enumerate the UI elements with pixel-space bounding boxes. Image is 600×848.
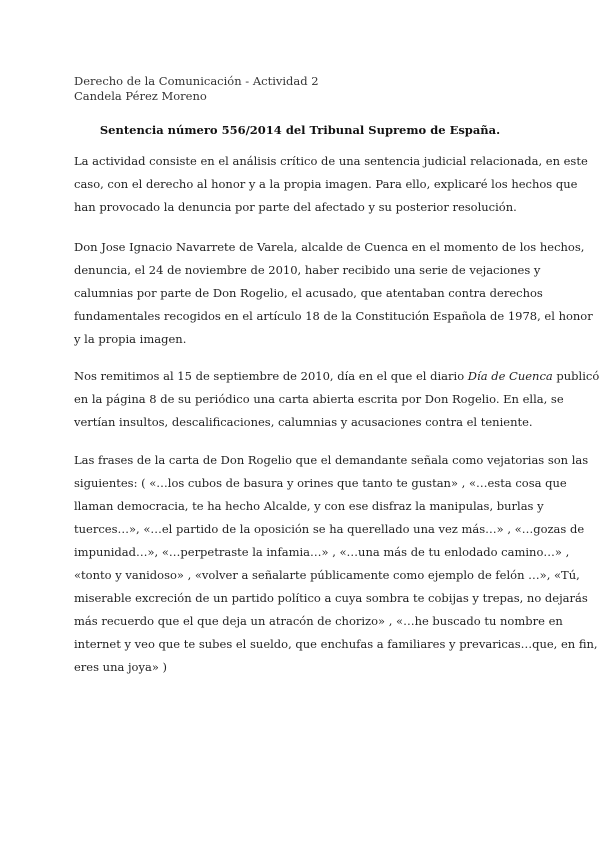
paragraph-line: han provocado la denuncia por parte del afectado y su posterior resolución. — [74, 200, 517, 214]
paragraph-line: fundamentales recogidos en el artículo 18 de la Constitución Española de 1978, el honor — [74, 309, 593, 323]
paragraph-line: caso, con el derecho al honor y a la propia imagen. Para ello, explicaré los hechos que — [74, 177, 578, 191]
paragraph-line: internet y veo que te subes el sueldo, que enchufas a familiares y prevaricas…que, en fin, — [74, 637, 598, 651]
paragraph-line: más recuerdo que el que deja un atracón de chorizo» , «…he buscado tu nombre en — [74, 614, 563, 628]
paragraph-line: impunidad…», «…perpetraste la infamia…» , «…una más de tu enlodado camino…» , — [74, 545, 570, 559]
paragraph-complaint — [74, 236, 593, 351]
line-text: publicó — [552, 369, 600, 383]
line-text: Nos remitimos al 15 de septiembre de 2010, día en el que el diario — [74, 369, 468, 383]
author-line: Candela Pérez Moreno — [74, 89, 207, 103]
paragraph-intro — [74, 150, 588, 219]
paragraph-background — [74, 365, 600, 434]
paragraph-line: en la página 8 de su periódico una carta abierta escrita por Don Rogelio. En ella, se — [74, 392, 564, 406]
course-line: Derecho de la Comunicación - Actividad 2 — [74, 74, 319, 88]
paragraph-line — [74, 365, 600, 388]
paragraph-line: tuerces…», «…el partido de la oposición se ha querellado una vez más…» , «…gozas de — [74, 522, 585, 536]
document-header — [74, 74, 319, 104]
paragraph-line: miserable excreción de un partido político a cuya sombra te cobijas y trepas, no dejarás — [74, 591, 588, 605]
newspaper-name: Día de Cuenca — [467, 369, 553, 383]
paragraph-quotes — [74, 449, 598, 679]
paragraph-line: «tonto y vanidoso» , «volver a señalarte públicamente como ejemplo de felón …», «Tú, — [74, 568, 580, 582]
paragraph-line: Don Jose Ignacio Navarrete de Varela, alcalde de Cuenca en el momento de los hechos, — [74, 240, 585, 254]
paragraph-line: Las frases de la carta de Don Rogelio que el demandante señala como vejatorias son las — [74, 453, 589, 467]
paragraph-line: eres una joya» ) — [74, 660, 168, 674]
paragraph-line: La actividad consiste en el análisis crítico de una sentencia judicial relacionada, en este — [74, 154, 588, 168]
paragraph-line: calumnias por parte de Don Rogelio, el acusado, que atentaban contra derechos — [74, 286, 543, 300]
paragraph-line: vertían insultos, descalificaciones, calumnias y acusaciones contra el teniente. — [74, 415, 533, 429]
paragraph-line: y la propia imagen. — [74, 332, 187, 346]
document-title: Sentencia número 556/2014 del Tribunal Supremo de España. — [99, 123, 501, 137]
paragraph-line: llaman democracia, te ha hecho Alcalde, y con ese disfraz la manipulas, burlas y — [74, 499, 544, 513]
paragraph-line: denuncia, el 24 de noviembre de 2010, haber recibido una serie de vejaciones y — [74, 263, 541, 277]
paragraph-line: siguientes: ( «…los cubos de basura y orines que tanto te gustan» , «…esta cosa que — [74, 476, 567, 490]
